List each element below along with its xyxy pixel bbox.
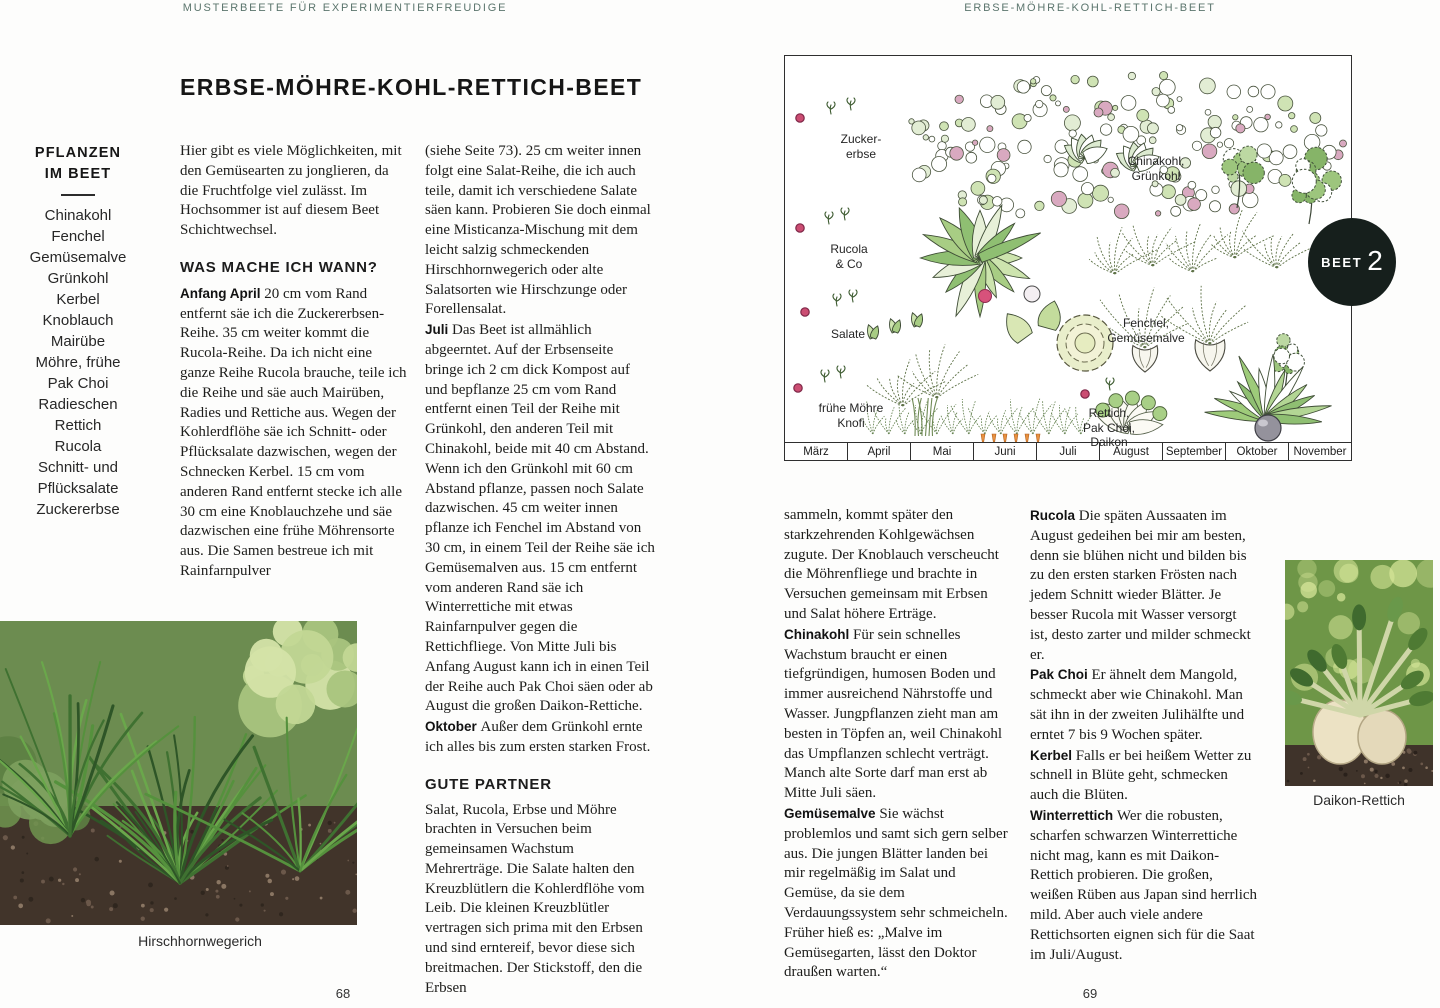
sidebar-plant-item: Rettich	[54, 417, 102, 434]
plant-photo-illustration	[0, 621, 357, 925]
month-cell: Oktober	[1225, 443, 1288, 460]
bed-label-line: & Co	[835, 256, 863, 271]
sidebar-plant-item: Gemüsemalve	[29, 249, 127, 266]
sidebar-title-line1: PFLANZEN	[34, 145, 122, 161]
bed-label-line: Chinakohl,	[1127, 154, 1185, 168]
beet-number-badge	[1308, 218, 1396, 306]
bed-label-line: Zucker-	[840, 132, 882, 146]
intro-paragraph: Hier gibt es viele Möglichkeiten, mit den Gemüsearten zu jonglieren, da die Fruchtfolge viel zulässt. Im Hochsommer ist auf diesem Beet Schichtwechsel.	[180, 143, 402, 239]
bed-label-rucola	[813, 242, 885, 271]
sidebar-plant-item: Fenchel	[51, 228, 105, 245]
sidebar-plant-item: Pflücksalate	[37, 480, 119, 497]
month-cell: Juni	[973, 443, 1036, 460]
sidebar-plant-item: Kerbel	[56, 291, 100, 308]
month-cell: Juli	[1036, 443, 1099, 460]
daikon-photo-illustration	[1285, 560, 1433, 786]
month-cell: April	[847, 443, 910, 460]
rucola-winterrettich-paragraph: Rucola Die späten Aussaaten im August gedeihen bei mir am besten, denn sie blühen nicht und bilden bis zu den ersten starken Frösten nach jedem Schnitt wieder Blätter. Je besser Rucola mit Wasser versorgt ist, desto zarter und milder schmeckt er. Pak Choi Er ähnelt dem Mangold, schmeckt aber wie Chinakohl. Man sät ihn in der zweiten Julihälfte und erntet 7 bis 9 Wochen später. Kerbel Falls er bei heißem Wetter zu schnell in Blüte geht, schmecken auch die Blüten. Winterrettich Wer die robusten, scharfen schwarzen Winterrettiche nicht mag, kann es mit Daikon-Rettich probieren. Die großen, weißen Rüben aus Japan sind herrlich mild. Aber auch viele andere Rettichsorten eignen sich für die Saat im Juli/August.	[1030, 508, 1258, 963]
month-cell: März	[803, 445, 829, 458]
juli-oktober-paragraph: (siehe Seite 73). 25 cm weiter innen folgt eine Salat-Reihe, die ich auch teile, damit ich verschiedene Salate säen kann. Probieren Sie doch einmal eine Misticanza-Mischung mit dem leicht salzig schmeckenden Hirschhornwegerich oder alte Salatsorten wie Hirschzunge oder Forellensalat. Juli Das Beet ist allmählich abgeerntet. Auf der Erbsenseite bringe ich 2 cm dick Kompost auf und bepflanze 25 cm vom Rand entfernt einen Teil der Reihe mit Grünkohl, den anderen Teil mit Chinakohl, beide mit 40 cm Abstand. Wenn ich den Grünkohl mit 60 cm Abstand pflanze, passen noch Salate dazwischen. 45 cm weiter innen pflanze ich Fenchel im Abstand von 30 cm, in einem Teil der Reihe säe ich Gemüsemalven aus. 15 cm entfernt vom anderen Rand säe ich Winterrettiche mit etwas Rainfarnpulver gegen die Rettichfliege. Von Mitte Juli bis Anfang August kann ich in einen Teil der Reihe auch Pak Choi säen oder ab August die großen Daikon-Rettiche. Oktober Außer dem Grünkohl ernte ich alles bis zum ersten starken Frost.	[425, 143, 655, 755]
gute-partner-paragraph: Salat, Rucola, Erbse und Möhre brachten in Versuchen beim gemeinsamen Wachstum Mehrerträge. Die Salate halten den Kreuzblütlern die Kohlerdflöhe vom Leib. Die kleinen Kreuzblütler vertragen sich prima mit den Erbsen und sind erntereif, bevor diese sich breitmachen. Der Stickstoff, den die Erbsen	[425, 801, 645, 996]
bed-label-line: Pak Choi,	[1082, 420, 1136, 435]
running-head-left: MUSTERBEETE FÜR EXPERIMENTIERFREUDIGE	[182, 2, 508, 14]
photo-hirschhornwegerich	[0, 621, 357, 925]
badge-number: 2	[1367, 244, 1383, 276]
section-heading-was-mache-ich-wann: WAS MACHE ICH WANN?	[180, 258, 378, 276]
sidebar-plant-item: Schnitt- und	[37, 459, 119, 476]
left-column-1	[180, 142, 408, 582]
bed-label-line: Daikon	[1090, 435, 1128, 449]
sidebar-plant-item: Grünkohl	[47, 270, 109, 287]
sidebar-plant-item: Möhre, frühe	[35, 354, 121, 371]
bed-label-line: frühe Möhre	[818, 401, 884, 415]
sidebar-plant-item: Zuckererbse	[36, 501, 120, 518]
left-column-2	[425, 142, 655, 998]
month-cell: Mai	[910, 443, 973, 460]
sidebar-plant-item: Pak Choi	[47, 375, 109, 392]
photo-caption-left: Hirschhornwegerich	[138, 933, 262, 949]
photo-caption-right: Daikon-Rettich	[1313, 792, 1405, 808]
photo-daikon-rettich	[1285, 560, 1433, 786]
bed-label-line: Gemüsemalve	[1107, 330, 1185, 345]
bed-label-line: erbse	[845, 146, 877, 161]
month-cell: August	[1099, 443, 1162, 460]
right-column-1	[784, 506, 1008, 983]
sidebar-plant-item: Rucola	[54, 438, 102, 455]
sidebar-title-line2: IM BEET	[44, 166, 112, 182]
bed-label-fenchel-gemuesemalve	[1081, 316, 1211, 345]
bed-label-line: Salate	[830, 327, 866, 341]
sidebar-plant-list	[0, 205, 156, 520]
section-heading-gute-partner: GUTE PARTNER	[425, 775, 552, 793]
bed-label-line: Grünkohl	[1131, 168, 1181, 183]
page-title: ERBSE-MÖHRE-KOHL-RETTICH-BEET	[180, 74, 643, 100]
bed-label-line: Knofi	[837, 415, 865, 430]
bed-label-line: Rettich,	[1088, 406, 1130, 420]
bed-label-moehre-knofi	[799, 401, 903, 430]
sidebar-plant-item: Radieschen	[38, 396, 118, 413]
month-cell: September	[1162, 443, 1225, 460]
chinakohl-gemuesemalve-paragraph: sammeln, kommt später den starkzehrenden Kohlgewächsen zugute. Der Knoblauch verscheucht die Möhrenfliege und brachte in Versuchen gemeinsam mit Erbsen und Salat höhere Erträge. Chinakohl Für sein schnelles Wachstum braucht er einen tiefgründigen, humosen Boden und immer ausreichend Nährstoffe und Wasser. Jungpflanzen zieht man am besten in Töpfen an, weil Chinakohl das Umpflanzen schlecht verträgt. Manch alte Sorte darf man erst ab Mitte Juli säen. Gemüsemalve Sie wächst problemlos und samt sich gern selber aus. Die jungen Blätter landen bei mir regelmäßig im Salat und Gemüse, da sie dem Verdauungssystem sehr schmeicheln. Früher hieß es: „Malve im Gemüsegarten, lässt den Doktor draußen warten.“	[784, 507, 1008, 981]
bed-label-zuckererbse	[821, 132, 901, 161]
right-column-2	[1030, 506, 1258, 965]
month-cell: November	[1288, 443, 1351, 460]
bed-label-line: Fenchel,	[1122, 316, 1170, 330]
sidebar-plant-item: Mairübe	[50, 333, 106, 350]
page-number-right: 69	[1082, 986, 1098, 1001]
page-number-left: 68	[335, 986, 351, 1001]
sidebar-plant-item: Chinakohl	[44, 207, 112, 224]
bed-label-salate	[815, 327, 881, 342]
bed-label-chinakohl-gruenkohl	[1101, 154, 1211, 183]
bed-label-rettich-pakchoi-daikon	[1063, 406, 1155, 450]
sidebar-divider	[61, 194, 95, 196]
bed-label-line: Rucola	[830, 242, 868, 256]
sidebar-plant-item: Knoblauch	[42, 312, 114, 329]
badge-label: BEET	[1321, 254, 1363, 270]
plants-sidebar	[0, 143, 156, 520]
running-head-right: ERBSE-MÖHRE-KOHL-RETTICH-BEET	[964, 2, 1216, 14]
anfang-april-paragraph: Anfang April 20 cm vom Rand entfernt säe ich die Zuckererbsen-Reihe. 35 cm weiter kommt die Rucola-Reihe. Da ich nicht eine ganze Reihe Rucola brauche, teile ich die Reihe und säe auch Mairüben, Radies und Rettiche aus. Wegen der Kohlerdflöhe säe ich Schnitt- oder Pflücksalate dazwischen, wegen der Schnecken Kerbel. 15 cm vom anderen Rand entfernt stecke ich alle 30 cm eine Knoblauchzehe und säe dazwischen eine frühe Möhrensorte aus. Die Samen bestreue ich mit Rainfarnpulver	[180, 285, 407, 579]
bed-diagram	[784, 55, 1352, 461]
